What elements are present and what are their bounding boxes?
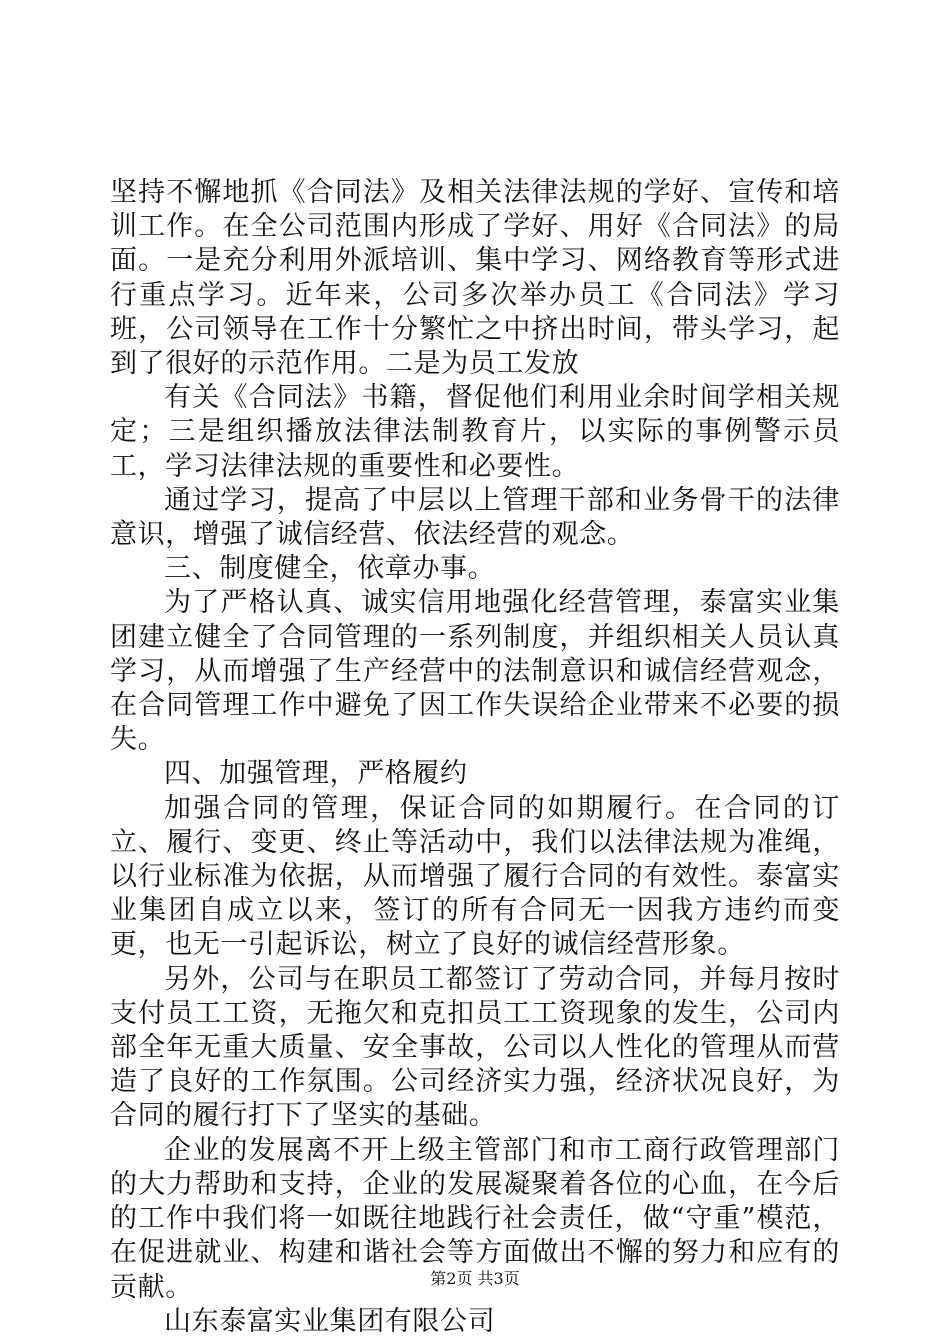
document-body bbox=[110, 176, 840, 1339]
section-heading-three: 三、制度健全，依章办事。 bbox=[164, 553, 496, 585]
section-heading-four: 四、加强管理，严格履约 bbox=[164, 758, 468, 790]
paragraph-management-system: 为了严格认真、诚实信用地强化经营管理，泰富实业集团建立健全了合同管理的一系列制度，并组织相关人员认真学习，从而增强了生产经营中的法制意识和诚信经营观念，在合同管理工作中避免了因工作失误给企业带来不必要的损失。 bbox=[110, 587, 840, 756]
paragraph-labor-contracts: 另外，公司与在职员工都签订了劳动合同，并每月按时支付员工工资，无拖欠和克扣员工工资现象的发生，公司内部全年无重大质量、安全事故，公司以人性化的管理从而营造了良好的工作氛围。公司经济实力强，经济状况良好，为合同的履行打下了坚实的基础。 bbox=[110, 963, 840, 1132]
paragraph-books-distribution: 有关《合同法》书籍，督促他们利用业余时间学相关规定；三是组织播放法律法制教育片，以实际的事例警示员工，学习法律法规的重要性和必要性。 bbox=[110, 382, 840, 482]
company-signature: 山东泰富实业集团有限公司 bbox=[164, 1305, 496, 1337]
paragraph-contract-management: 加强合同的管理，保证合同的如期履行。在合同的订立、履行、变更、终止等活动中，我们以法律法规为准绳，以行业标准为依据，从而增强了履行合同的有效性。泰富实业集团自成立以来，签订的所有合同无一因我方违约而变更，也无一引起诉讼，树立了良好的诚信经营形象。 bbox=[110, 792, 840, 961]
page-number-footer: 第2页 共3页 bbox=[430, 1269, 520, 1288]
paragraph-study-results: 通过学习，提高了中层以上管理干部和业务骨干的法律意识，增强了诚信经营、依法经营的观念。 bbox=[110, 484, 840, 551]
paragraph-contract-law-study: 坚持不懈地抓《合同法》及相关法律法规的学好、宣传和培训工作。在全公司范围内形成了学好、用好《合同法》的局面。一是充分利用外派培训、集中学习、网络教育等形式进行重点学习。近年来，公司多次举办员工《合同法》学习班，公司领导在工作十分繁忙之中挤出时间，带头学习，起到了很好的示范作用。二是为员工发放 bbox=[110, 177, 840, 380]
paragraph-enterprise-development: 企业的发展离不开上级主管部门和市工商行政管理部门的大力帮助和支持，企业的发展凝聚着各位的心血，在今后的工作中我们将一如既往地践行社会责任，做“守重”模范，在促进就业、构建和谐社会等方面做出不懈的努力和应有的贡献。 bbox=[110, 1134, 840, 1303]
